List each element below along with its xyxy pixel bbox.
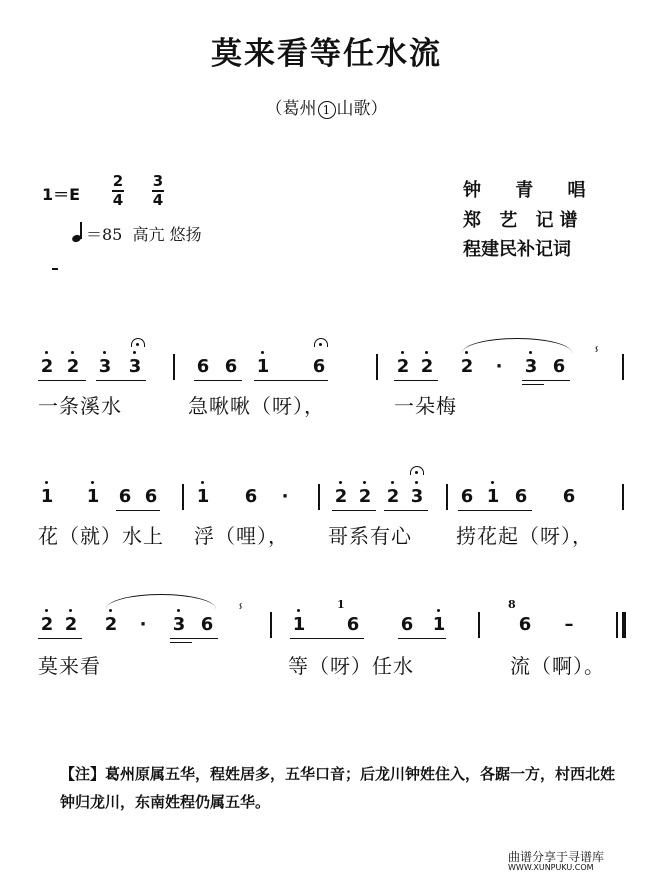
octave-dot (391, 481, 394, 484)
note: 2 (460, 356, 474, 377)
octave-dot (401, 351, 404, 354)
note: 6 (460, 486, 474, 507)
tempo-marking (72, 222, 202, 245)
final-barline-thick (622, 612, 626, 638)
octave-dot (437, 609, 440, 612)
beam-line (394, 380, 438, 381)
fermata-icon (314, 338, 328, 347)
note: 3 (172, 614, 186, 635)
octave-dot (71, 351, 74, 354)
annotation-note (60, 760, 620, 816)
note: 2 (396, 356, 410, 377)
note: 2 (358, 486, 372, 507)
note: 6 (144, 486, 158, 507)
lyric: 流（啊）。 (510, 654, 605, 678)
octave-dot (133, 351, 136, 354)
meter-2-4: 2 4 (112, 172, 124, 209)
note: – (564, 614, 574, 635)
note: 2 (104, 614, 118, 635)
octave-dot (415, 481, 418, 484)
barline (318, 484, 320, 510)
note: 1 (292, 614, 306, 635)
note: 6 (224, 356, 238, 377)
note: 2 (386, 486, 400, 507)
octave-dot (261, 351, 264, 354)
beam-line (332, 510, 376, 511)
subtitle (0, 94, 653, 119)
lyric: 花（就）水上 (38, 524, 164, 548)
lyric: 一条溪水 (38, 394, 122, 418)
tempo-expression: 高亢 悠扬 (132, 225, 202, 244)
note: 6 (562, 486, 576, 507)
barline (173, 354, 175, 380)
beam-line (170, 642, 192, 643)
beam-line (522, 384, 544, 385)
note: 1 (40, 486, 54, 507)
note: 2 (334, 486, 348, 507)
note: · (495, 356, 503, 377)
lyric: 一朵梅 (394, 394, 457, 418)
beam-line (38, 638, 82, 639)
circled-number: 1 (318, 101, 336, 119)
beam-line (170, 638, 218, 639)
final-barline-thin (616, 612, 618, 638)
slur-mark (106, 594, 216, 609)
note: 3 (524, 356, 538, 377)
beam-line (194, 380, 242, 381)
barline (622, 484, 624, 510)
meter-3-4: 3 4 (152, 172, 164, 209)
fermata-icon (410, 466, 424, 475)
octave-dot (425, 351, 428, 354)
beam-line (398, 638, 446, 639)
note: 6 (118, 486, 132, 507)
note: 6 (200, 614, 214, 635)
octave-dot (91, 481, 94, 484)
note: 6 (244, 486, 258, 507)
page-title: 莫来看等任水流 (211, 36, 442, 72)
octave-dot (297, 609, 300, 612)
note: 1 (486, 486, 500, 507)
octave-dot (45, 609, 48, 612)
octave-dot (201, 481, 204, 484)
note: 1 (196, 486, 210, 507)
lyric: 急啾啾（呀）， (188, 394, 325, 418)
note: 6 (312, 356, 326, 377)
footer-text: 曲谱分享于寻谱库 (508, 850, 605, 864)
octave-dot (491, 481, 494, 484)
note: 2 (66, 356, 80, 377)
note: 2 (420, 356, 434, 377)
tempo-value: ＝85 (86, 225, 123, 244)
note: 6 (514, 486, 528, 507)
note: 3 (98, 356, 112, 377)
octave-dot (177, 609, 180, 612)
barline (446, 484, 448, 510)
octave-dot (45, 351, 48, 354)
barline (182, 484, 184, 510)
octave-dot (109, 609, 112, 612)
quarter-note-icon (72, 222, 86, 242)
subtitle-open: （葛州 (265, 99, 317, 119)
beam-line (290, 638, 364, 639)
note: · (281, 486, 289, 507)
note: 1 (256, 356, 270, 377)
octave-dot (69, 609, 72, 612)
beam-line (116, 510, 160, 511)
barline (478, 612, 480, 638)
lyric: 等（呀）任水 (288, 654, 414, 678)
key-signature: 1＝E (42, 185, 81, 204)
barline (270, 612, 272, 638)
lyric: 浮（哩）， (194, 524, 289, 548)
annotation-label: 【注】 (60, 765, 106, 783)
barline (622, 354, 624, 380)
beam-line (384, 510, 428, 511)
credit-lyrics: 程建民补记词 (463, 239, 571, 260)
beam-line (458, 510, 532, 511)
octave-dot (45, 481, 48, 484)
note: 1 (432, 614, 446, 635)
octave-dot (103, 351, 106, 354)
beam-line (96, 380, 146, 381)
lyric: 莫来看 (38, 654, 101, 678)
footer-url: WWW.XUNPUKU.COM (508, 863, 594, 872)
note: 6 (552, 356, 566, 377)
fermata-icon (131, 338, 145, 347)
beam-line (254, 380, 328, 381)
lyric: 哥系有心 (328, 524, 412, 548)
note: 3 (410, 486, 424, 507)
lyric: 捞花起（呀）， (456, 524, 593, 548)
note: 2 (64, 614, 78, 635)
footer-watermark (508, 848, 604, 872)
subtitle-close: 山歌） (336, 99, 388, 119)
note: 6 (518, 614, 532, 635)
beam-line (38, 380, 86, 381)
octave-dot (363, 481, 366, 484)
credit-singer: 钟 青 唱 (463, 180, 600, 201)
credit-notation: 郑 艺 记谱 (463, 210, 584, 231)
note: · (139, 614, 147, 635)
note: 6 (196, 356, 210, 377)
beam-line (522, 380, 570, 381)
note: 2 (40, 356, 54, 377)
note: 1 (86, 486, 100, 507)
note: 2 (40, 614, 54, 635)
note: 3 (128, 356, 142, 377)
octave-dot (339, 481, 342, 484)
slur-mark (462, 338, 572, 353)
tick-mark (52, 268, 58, 270)
note: 6 (400, 614, 414, 635)
note: 6 (346, 614, 360, 635)
barline (376, 354, 378, 380)
annotation-text: 葛州原属五华，程姓居多，五华口音；后龙川钟姓住入，各踞一方，村西北姓钟归龙川，东南姓程仍属五华。 (60, 765, 616, 811)
